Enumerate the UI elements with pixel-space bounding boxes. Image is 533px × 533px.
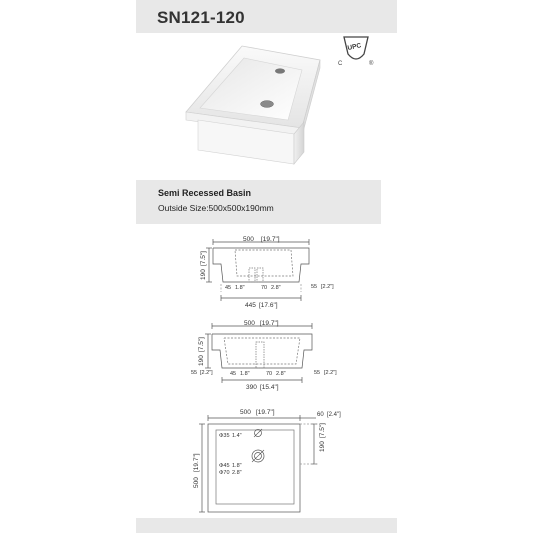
- side-height-inch-label: [7.5"]: [198, 337, 205, 352]
- top-view-drawing: [186, 398, 350, 516]
- front-height-inch-label: [7.5"]: [200, 251, 207, 266]
- front-drain45-inch-label: 1.8": [235, 285, 245, 291]
- outside-size: Outside Size:500x500x190mm: [158, 203, 274, 213]
- top-height-inch-label: [19.7"]: [193, 453, 200, 472]
- front-width-inch-label: [19.7"]: [261, 236, 280, 243]
- top-drain45-inch-label: 1.8": [232, 463, 242, 469]
- side-flange-left-inch-label: [2.2"]: [200, 370, 213, 376]
- description-box: [136, 180, 381, 224]
- top-width-label: 500: [240, 409, 251, 416]
- basin-photo: [170, 38, 330, 173]
- front-inner-width-inch-label: [17.6"]: [259, 302, 278, 309]
- drain-icon: [261, 101, 274, 108]
- side-drain45-inch-label: 1.8": [240, 371, 250, 377]
- top-drain45-label: Φ45: [219, 463, 230, 469]
- front-view-drawing: [195, 232, 345, 312]
- top-rim-inch-label: [2.4"]: [327, 412, 341, 418]
- side-drain45-label: 45: [230, 371, 237, 377]
- side-flange-right-label: 55: [314, 370, 321, 376]
- top-faucet-hole-label: Φ35: [219, 433, 230, 439]
- front-flange-label: 55: [311, 284, 318, 290]
- description-heading: Semi Recessed Basin: [158, 188, 252, 198]
- top-width-inch-label: [19.7"]: [256, 409, 275, 416]
- side-width-inch-label: [19.7"]: [260, 320, 279, 327]
- side-view-drawing: [188, 318, 350, 392]
- top-height-label: 500: [193, 477, 200, 488]
- front-width-label: 500: [243, 236, 254, 243]
- side-width-label: 500: [244, 320, 255, 327]
- front-inner-width-label: 445: [245, 302, 256, 309]
- faucet-hole-icon: [275, 68, 285, 73]
- product-title: SN121-120: [157, 8, 245, 27]
- side-drain70-inch-label: 2.8": [276, 371, 286, 377]
- side-base-width-inch-label: [15.4"]: [260, 384, 279, 391]
- side-flange-right-inch-label: [2.2"]: [324, 370, 337, 376]
- side-flange-left-label: 55: [191, 370, 198, 376]
- front-drain45-label: 45: [225, 285, 232, 291]
- front-flange-inch-label: [2.2"]: [321, 284, 334, 290]
- side-base-width-label: 390: [246, 384, 257, 391]
- top-depth-inch-label: [7.5"]: [319, 423, 326, 438]
- upc-registered-mark: ®: [369, 61, 374, 67]
- bottom-bar: [136, 518, 397, 533]
- top-faucet-hole-inch-label: 1.4": [232, 433, 242, 439]
- side-drain70-label: 70: [266, 371, 273, 377]
- side-height-label: 190: [198, 355, 205, 366]
- top-drain70-inch-label: 2.8": [232, 470, 242, 476]
- upc-mark-text: UPC: [346, 42, 362, 52]
- top-drain70-label: Φ70: [219, 470, 230, 476]
- upc-c-label: C: [338, 61, 343, 67]
- front-drain70-inch-label: 2.8": [271, 285, 281, 291]
- front-drain70-label: 70: [261, 285, 268, 291]
- top-rim-label: 60: [317, 412, 324, 418]
- front-height-label: 190: [200, 269, 207, 280]
- top-depth-label: 190: [319, 441, 326, 452]
- upc-certification-icon: [336, 34, 376, 68]
